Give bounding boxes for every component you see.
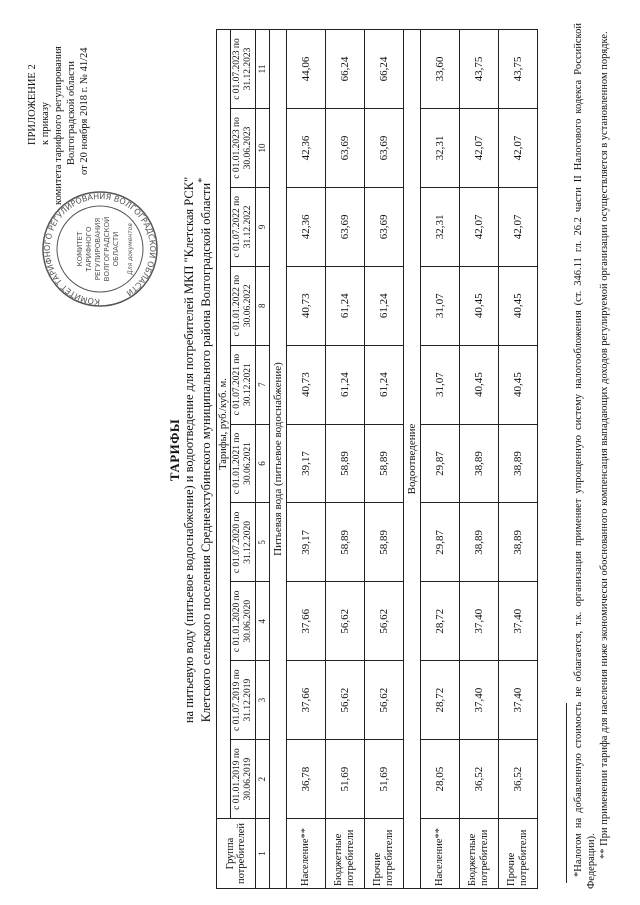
value-cell: 40,73 <box>287 345 326 424</box>
column-number: 9 <box>256 187 270 266</box>
value-cell: 42,07 <box>460 108 499 187</box>
title-main: ТАРИФЫ <box>167 418 182 482</box>
value-cell: 38,89 <box>460 424 499 503</box>
table-row <box>287 30 326 889</box>
period-header: с 01.01.2019 по 30.06.2019 <box>231 740 256 819</box>
group-cell: Бюджетные потребители <box>460 819 499 889</box>
appendix-line: к приказу <box>40 102 51 145</box>
seal-inner-line: КОМИТЕТ <box>76 231 84 267</box>
value-cell: 63,69 <box>326 108 365 187</box>
value-cell: 38,89 <box>460 503 499 582</box>
value-cell: 58,89 <box>326 424 365 503</box>
value-cell: 42,36 <box>287 108 326 187</box>
footnotes <box>572 23 611 889</box>
column-number: 11 <box>256 30 270 109</box>
period-header: с 01.01.2022 по 30.06.2022 <box>231 266 256 345</box>
document-title <box>168 35 213 865</box>
value-cell: 36,52 <box>460 740 499 819</box>
value-cell: 63,69 <box>365 187 404 266</box>
value-cell: 58,89 <box>365 503 404 582</box>
value-cell: 61,24 <box>326 345 365 424</box>
period-header: с 01.07.2020 по 31.12.2020 <box>231 503 256 582</box>
seal-inner-line: ВОЛГОГРАДСКОЙ <box>103 216 111 282</box>
value-cell: 37,66 <box>287 661 326 740</box>
group-header: Группа потребителей <box>217 819 256 889</box>
value-cell: 40,73 <box>287 266 326 345</box>
column-number: 6 <box>256 424 270 503</box>
title-line-2-text: Клетского сельского поселения Среднеахтубинского муниципального района Волгоградской области <box>199 182 214 723</box>
footnote-separator <box>566 703 567 883</box>
value-cell: 37,40 <box>460 661 499 740</box>
period-header: с 01.07.2022 по 31.12.2022 <box>231 187 256 266</box>
seal-inner-line: ТАРИФНОГО <box>85 226 93 272</box>
group-cell: Прочие потребители <box>365 819 404 889</box>
tariff-table <box>216 29 538 889</box>
column-number: 1 <box>256 819 270 889</box>
title-asterisk: * <box>197 177 208 183</box>
table-row <box>365 30 404 889</box>
period-header: с 01.01.2021 по 30.06.2021 <box>231 424 256 503</box>
value-cell: 32,31 <box>421 108 460 187</box>
seal-bottom-text: Для документов <box>127 223 134 275</box>
group-cell: Прочие потребители <box>499 819 538 889</box>
value-cell: 39,17 <box>287 424 326 503</box>
value-cell: 29,87 <box>421 503 460 582</box>
column-number: 8 <box>256 266 270 345</box>
column-number: 3 <box>256 661 270 740</box>
seal-outer-text: КОМИТЕТ ТАРИФНОГО РЕГУЛИРОВАНИЯ ВОЛГОГРАДСКОЙ ОБЛАСТИ <box>42 191 158 307</box>
period-header: с 01.01.2023 по 30.06.2023 <box>231 108 256 187</box>
value-cell: 31,07 <box>421 345 460 424</box>
section-title-water: Питьевая вода (питьевое водоснабжение) <box>270 30 287 889</box>
appendix-line: Волгоградской области <box>66 60 77 165</box>
value-cell: 42,36 <box>287 187 326 266</box>
footnote-vat: *Налогом на добавленную стоимость не облагается, т.к. организация применяет упрощенную систему налогообложения (ст. 346.11 гл. 26.2 части II Налогового кодекса Российской Федерации). <box>573 23 597 889</box>
column-number: 4 <box>256 582 270 661</box>
value-cell: 58,89 <box>326 503 365 582</box>
period-header: с 01.07.2019 по 31.12.2019 <box>231 661 256 740</box>
value-cell: 40,45 <box>460 266 499 345</box>
value-cell: 40,45 <box>460 345 499 424</box>
value-cell: 61,24 <box>365 345 404 424</box>
value-cell: 31,07 <box>421 266 460 345</box>
value-cell: 38,89 <box>499 424 538 503</box>
value-cell: 58,89 <box>365 424 404 503</box>
section-title-sewerage: Водоотведение <box>404 30 421 889</box>
value-cell: 37,66 <box>287 582 326 661</box>
value-cell: 56,62 <box>365 661 404 740</box>
value-cell: 43,75 <box>460 30 499 109</box>
value-cell: 38,89 <box>499 503 538 582</box>
value-cell: 28,72 <box>421 661 460 740</box>
value-cell: 66,24 <box>365 30 404 109</box>
value-cell: 28,72 <box>421 582 460 661</box>
seal-inner-line: РЕГУЛИРОВАНИЯ <box>94 217 102 281</box>
tariff-header: Тарифы, руб./куб. м. <box>217 30 231 819</box>
value-cell: 51,69 <box>326 740 365 819</box>
appendix-line: комитета тарифного регулирования <box>53 46 64 205</box>
period-header: с 01.07.2021 по 30.12.2021 <box>231 345 256 424</box>
value-cell: 28,05 <box>421 740 460 819</box>
column-number: 2 <box>256 740 270 819</box>
column-number: 7 <box>256 345 270 424</box>
title-line-1: на питьевую воду (питьевое водоснабжение) и водоотведение для потребителей МКП "Клетская РСК" <box>182 176 196 724</box>
value-cell: 37,40 <box>460 582 499 661</box>
column-number: 5 <box>256 503 270 582</box>
value-cell: 42,07 <box>499 187 538 266</box>
group-cell: Бюджетные потребители <box>326 819 365 889</box>
appendix-block <box>26 5 91 205</box>
value-cell: 51,69 <box>365 740 404 819</box>
value-cell: 36,52 <box>499 740 538 819</box>
table-row <box>326 30 365 889</box>
value-cell: 56,62 <box>326 661 365 740</box>
value-cell: 56,62 <box>326 582 365 661</box>
title-line-2 <box>196 35 213 865</box>
value-cell: 29,87 <box>421 424 460 503</box>
value-cell: 44,06 <box>287 30 326 109</box>
seal-inner-line: ОБЛАСТИ <box>112 231 120 267</box>
appendix-line: от 20 ноября 2018 г. № 41/24 <box>79 47 90 175</box>
value-cell: 63,69 <box>365 108 404 187</box>
group-cell: Население** <box>287 819 326 889</box>
value-cell: 36,78 <box>287 740 326 819</box>
value-cell: 66,24 <box>326 30 365 109</box>
value-cell: 43,75 <box>499 30 538 109</box>
value-cell: 40,45 <box>499 266 538 345</box>
value-cell: 32,31 <box>421 187 460 266</box>
period-header: с 01.07.2023 по 31.12.2023 <box>231 30 256 109</box>
appendix-line: ПРИЛОЖЕНИЕ 2 <box>27 64 38 145</box>
table-row <box>499 30 538 889</box>
value-cell: 56,62 <box>365 582 404 661</box>
official-seal-icon <box>40 189 160 309</box>
value-cell: 33,60 <box>421 30 460 109</box>
value-cell: 37,40 <box>499 582 538 661</box>
group-cell: Население** <box>421 819 460 889</box>
table-row <box>460 30 499 889</box>
value-cell: 63,69 <box>326 187 365 266</box>
column-number: 10 <box>256 108 270 187</box>
footnote-population: ** При применении тарифа для населения ниже экономически обоснованного компенсация выпадающих доходов регулируемой организации осуществляется в установленном порядке. <box>599 31 610 859</box>
value-cell: 42,07 <box>460 187 499 266</box>
value-cell: 37,40 <box>499 661 538 740</box>
table-row <box>421 30 460 889</box>
value-cell: 61,24 <box>365 266 404 345</box>
value-cell: 42,07 <box>499 108 538 187</box>
value-cell: 61,24 <box>326 266 365 345</box>
value-cell: 39,17 <box>287 503 326 582</box>
value-cell: 40,45 <box>499 345 538 424</box>
period-header: с 01.01.2020 по 30.06.2020 <box>231 582 256 661</box>
